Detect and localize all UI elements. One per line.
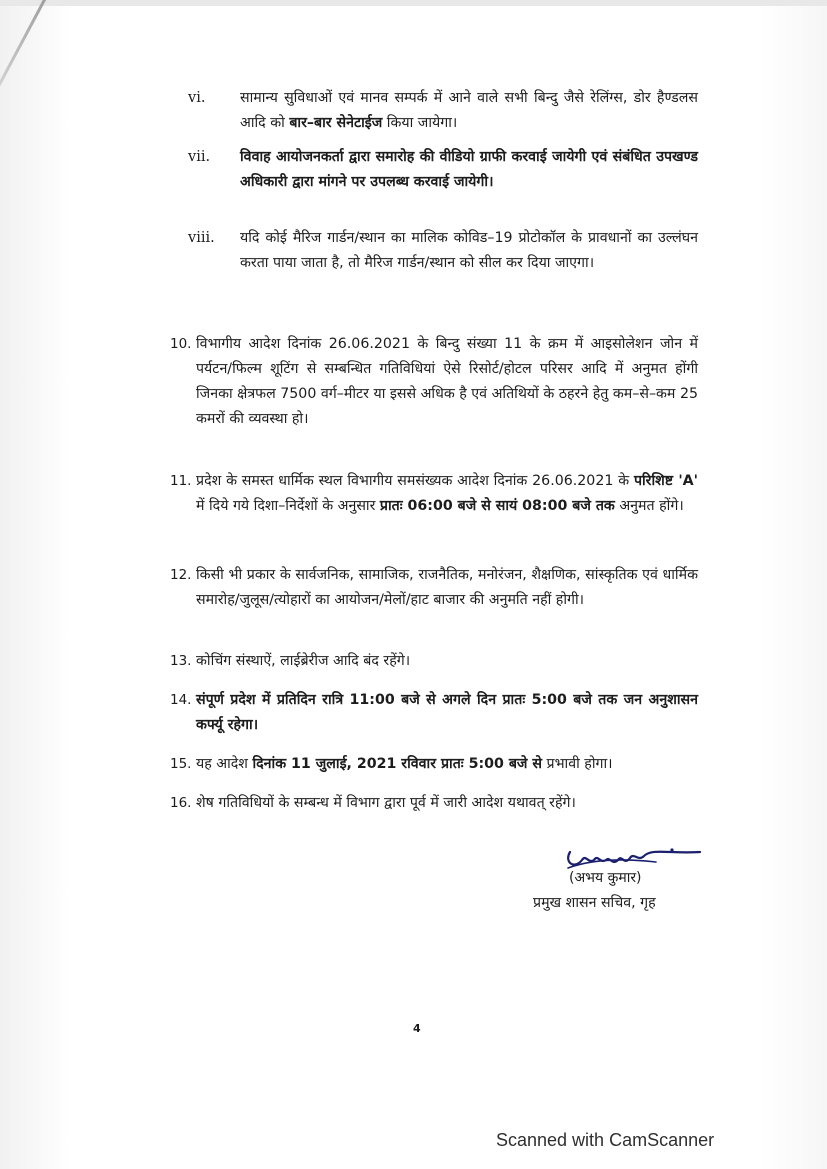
item-number: 13. — [170, 653, 192, 669]
text-run: किया जायेगा। — [382, 114, 458, 131]
item-10 — [170, 332, 698, 432]
text-run: यह आदेश — [196, 756, 253, 772]
item-text — [196, 332, 698, 432]
item-number: 16. — [170, 795, 192, 811]
item-number: 12. — [170, 567, 192, 583]
bold-text-run: विवाह आयोजनकर्ता द्वारा समारोह की वीडियो ग्राफी करवाई जायेगी एवं संबंधित उपखण्ड अधिकारी द्वारा मांगने पर उपलब्ध करवाई जायेगी। — [240, 149, 698, 190]
sub-item-text — [240, 86, 698, 135]
text-run: प्रदेश के समस्त धार्मिक स्थल विभागीय समसंख्यक आदेश दिनांक 26.06.2021 के — [196, 473, 634, 489]
text-run: अनुमत होंगे। — [614, 498, 684, 514]
sub-item-viii — [188, 226, 698, 275]
item-13 — [170, 649, 698, 674]
item-text — [196, 752, 698, 777]
bold-text-run: संपूर्ण प्रदेश में प्रतिदिन रात्रि 11:00 बजे से अगले दिन प्रातः 5:00 बजे तक जन अनुशासन कर्फ्यू रहेगा। — [196, 692, 698, 733]
text-run: प्रभावी होगा। — [541, 756, 613, 772]
text-run: शेष गतिविधियों के सम्बन्ध में विभाग द्वारा पूर्व में जारी आदेश यथावत् रहेंगे। — [196, 795, 576, 811]
signatory-name: (अभय कुमार) — [569, 870, 642, 886]
sub-item-vii — [188, 145, 698, 194]
item-11 — [170, 469, 698, 519]
sub-item-text — [240, 145, 698, 194]
scan-top-edge — [0, 0, 827, 6]
sub-item-marker: vi. — [188, 90, 206, 106]
sub-item-marker: vii. — [188, 149, 211, 165]
item-14 — [170, 688, 698, 738]
bold-text-run: परिशिष्ट 'A' — [633, 473, 699, 489]
sub-item-marker: viii. — [188, 230, 215, 246]
item-text — [196, 791, 698, 816]
bold-text-run: प्रातः 06:00 बजे से सायं 08:00 बजे तक — [379, 498, 615, 514]
item-number: 11. — [170, 473, 192, 489]
text-run: यदि कोई मैरिज गार्डन/स्थान का मालिक कोविड–19 प्रोटोकॉल के प्रावधानों का उल्लंघन करता पाया जाता है, तो मैरिज गार्डन/स्थान को सील कर दिया जाएगा। — [240, 230, 698, 271]
signatory-title: प्रमुख शासन सचिव, गृह — [533, 895, 656, 911]
item-number: 10. — [170, 336, 192, 352]
item-15 — [170, 752, 698, 777]
page-number: 4 — [413, 1022, 421, 1035]
text-run: विभागीय आदेश दिनांक 26.06.2021 के बिन्दु संख्या 11 के क्रम में आइसोलेशन जोन में पर्यटन/फिल्म शूटिंग से सम्बन्धित गतिविधियां ऐसे रिसोर्ट/होटल परिसर आदि में अनुमत होंगी जिनका क्षेत्रफल 7500 वर्ग–मीटर या इससे अधिक है एवं अतिथियों के ठहरने हेतु कम–से–कम 25 कमरों की व्यवस्था हो। — [196, 336, 698, 427]
camscanner-watermark: Scanned with CamScanner — [496, 1130, 715, 1150]
text-run: सामान्य सुविधाओं एवं मानव सम्पर्क में आने वाले सभी बिन्दु जैसे रेलिंग्स, डोर हैण्डलस आदि को — [240, 90, 698, 131]
item-16 — [170, 791, 698, 816]
item-text — [196, 649, 698, 674]
sub-item-vi — [188, 86, 698, 135]
text-run: किसी भी प्रकार के सार्वजनिक, सामाजिक, राजनैतिक, मनोरंजन, शैक्षणिक, सांस्कृतिक एवं धार्मिक समारोह/जुलूस/त्योहारों का आयोजन/मेलों/हाट बाजार की अनुमति नहीं होगी। — [196, 567, 698, 608]
bold-text-run: दिनांक 11 जुलाई, 2021 रविवार प्रातः 5:00 बजे से — [252, 756, 542, 772]
sub-item-text — [240, 226, 698, 275]
item-text — [196, 563, 698, 613]
item-number: 14. — [170, 692, 192, 708]
item-12 — [170, 563, 698, 613]
text-run: में दिये गये दिशा–निर्देशों के अनुसार — [196, 498, 380, 514]
item-number: 15. — [170, 756, 192, 772]
text-run: कोचिंग संस्थाऐं, लाईब्रेरीज आदि बंद रहेंगे। — [196, 653, 411, 669]
item-text — [196, 688, 698, 738]
bold-text-run: बार–बार सेनेटाईज — [289, 114, 383, 131]
item-text — [196, 469, 698, 519]
